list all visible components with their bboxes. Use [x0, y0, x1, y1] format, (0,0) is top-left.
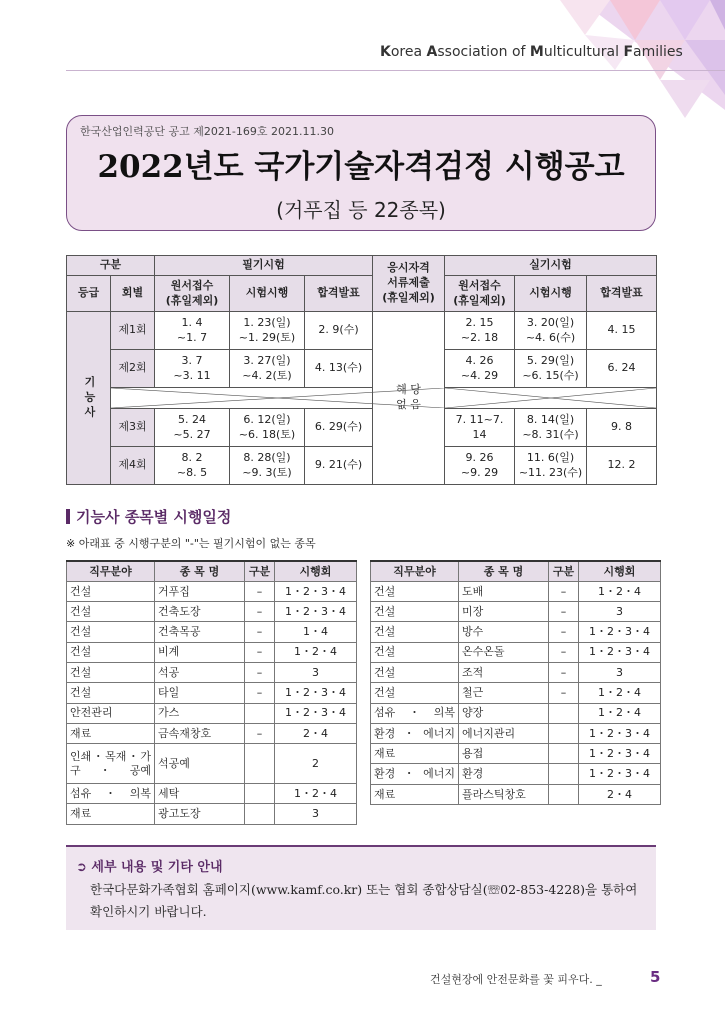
- header-result-date: 합격발표: [305, 276, 373, 312]
- item-name: 용접: [459, 744, 549, 764]
- header-exam-date: 시험시행: [230, 276, 305, 312]
- item-name: 건축도장: [155, 602, 245, 622]
- header-gubun: 구분: [67, 256, 155, 276]
- written-result-date: 6. 29(수): [305, 409, 373, 447]
- job-field: 건설: [371, 622, 459, 642]
- items-column-header: 종 목 명: [459, 561, 549, 581]
- item-name: 조적: [459, 662, 549, 682]
- item-name: 온수온돌: [459, 642, 549, 662]
- exam-rounds: 1・4: [275, 622, 357, 642]
- written-result-date: 2. 9(수): [305, 312, 373, 350]
- item-name: 석공예: [155, 744, 245, 784]
- job-field: 건설: [371, 602, 459, 622]
- job-field: 재료: [67, 804, 155, 824]
- item-name: 거푸집: [155, 581, 245, 601]
- items-column-header: 시행회: [579, 561, 661, 581]
- exam-type: [245, 784, 275, 804]
- job-field: 환경・에너지: [371, 764, 459, 784]
- exam-type: –: [549, 622, 579, 642]
- job-field: 환경・에너지: [371, 723, 459, 743]
- header-grade: 등급: [67, 276, 111, 312]
- exam-type: –: [549, 642, 579, 662]
- practical-application-period: 7. 11~7. 14: [445, 409, 515, 447]
- exam-schedule-table: [66, 255, 657, 485]
- exam-type: –: [549, 581, 579, 601]
- section-title: 기능사 종목별 시행일정: [66, 506, 231, 527]
- exam-type: –: [245, 602, 275, 622]
- exam-type: [549, 764, 579, 784]
- org-text: ssociation of: [437, 44, 530, 60]
- crossed-cell-written: [111, 388, 445, 409]
- org-text: orea: [390, 44, 427, 60]
- exam-type: –: [245, 683, 275, 703]
- items-column-header: 구분: [245, 561, 275, 581]
- exam-rounds: 1・2・3・4: [275, 581, 357, 601]
- grade-label: 기능사: [67, 312, 111, 485]
- cross-mark: [445, 388, 656, 408]
- exam-type: –: [245, 723, 275, 743]
- job-field: 건설: [67, 683, 155, 703]
- exam-rounds: 1・2・3・4: [275, 683, 357, 703]
- item-row: [67, 804, 357, 824]
- exam-rounds: 1・2・4: [579, 703, 661, 723]
- practical-application-period: 2. 15 ~2. 18: [445, 312, 515, 350]
- exam-rounds: 3: [275, 804, 357, 824]
- practical-exam-period: 11. 6(일) ~11. 23(수): [515, 447, 587, 485]
- written-application-period: 5. 24 ~5. 27: [155, 409, 230, 447]
- item-row: [67, 683, 357, 703]
- practical-result-date: 6. 24: [587, 350, 657, 388]
- job-field: 건설: [67, 622, 155, 642]
- exam-rounds: 1・2・3・4: [579, 622, 661, 642]
- exam-rounds: 3: [579, 662, 661, 682]
- practical-application-period: 4. 26 ~4. 29: [445, 350, 515, 388]
- job-field: 안전관리: [67, 703, 155, 723]
- exam-rounds: 1・2・3・4: [275, 703, 357, 723]
- practical-application-period: 9. 26 ~9. 29: [445, 447, 515, 485]
- exam-type: –: [245, 581, 275, 601]
- written-exam-period: 3. 27(일) ~4. 2(토): [230, 350, 305, 388]
- item-name: 환경: [459, 764, 549, 784]
- practical-result-date: 4. 15: [587, 312, 657, 350]
- exam-rounds: 2・4: [275, 723, 357, 743]
- exam-rounds: 1・2・3・4: [579, 764, 661, 784]
- written-application-period: 3. 7 ~3. 11: [155, 350, 230, 388]
- exam-type: [245, 703, 275, 723]
- practical-exam-period: 3. 20(일) ~4. 6(수): [515, 312, 587, 350]
- job-field: 건설: [67, 662, 155, 682]
- job-field: 건설: [67, 581, 155, 601]
- practical-exam-period: 8. 14(일) ~8. 31(수): [515, 409, 587, 447]
- item-row: [371, 764, 661, 784]
- exam-type: –: [245, 642, 275, 662]
- job-field: 인쇄・목재・가구・공예: [67, 744, 155, 784]
- item-name: 세탁: [155, 784, 245, 804]
- header-document-submission: 응시자격 서류제출 (휴일제외): [373, 256, 445, 312]
- exam-type: [245, 744, 275, 784]
- written-exam-period: 8. 28(일) ~9. 3(토): [230, 447, 305, 485]
- item-name: 에너지관리: [459, 723, 549, 743]
- cross-mark: [111, 388, 444, 408]
- job-field: 재료: [371, 784, 459, 804]
- items-column-header: 종 목 명: [155, 561, 245, 581]
- items-column-header: 시행회: [275, 561, 357, 581]
- exam-type: [549, 723, 579, 743]
- exam-rounds: 1・2・4: [579, 581, 661, 601]
- job-field: 건설: [67, 642, 155, 662]
- written-exam-period: 6. 12(일) ~6. 18(토): [230, 409, 305, 447]
- exam-type: [549, 744, 579, 764]
- item-row: [371, 581, 661, 601]
- exam-rounds: 3: [579, 602, 661, 622]
- item-row: [371, 703, 661, 723]
- exam-type: [245, 804, 275, 824]
- announcement-number: 한국산업인력공단 공고 제2021-169호 2021.11.30: [80, 125, 334, 138]
- exam-rounds: 1・2・4: [579, 683, 661, 703]
- written-result-date: 4. 13(수): [305, 350, 373, 388]
- organization-name: [380, 44, 683, 60]
- exam-rounds: 1・2・4: [275, 642, 357, 662]
- item-name: 건축목공: [155, 622, 245, 642]
- item-row: [67, 662, 357, 682]
- page-title: 2022년도 국가기술자격검정 시행공고: [97, 149, 625, 185]
- header-exam-date: 시험시행: [515, 276, 587, 312]
- item-row: [67, 784, 357, 804]
- exam-rounds: 2: [275, 744, 357, 784]
- item-name: 금속재창호: [155, 723, 245, 743]
- item-row: [371, 784, 661, 804]
- item-name: 석공: [155, 662, 245, 682]
- exam-type: –: [245, 662, 275, 682]
- written-result-date: 9. 21(수): [305, 447, 373, 485]
- exam-type: –: [549, 662, 579, 682]
- item-name: 광고도장: [155, 804, 245, 824]
- item-row: [67, 703, 357, 723]
- item-row: [67, 622, 357, 642]
- item-row: [67, 602, 357, 622]
- job-field: 재료: [67, 723, 155, 743]
- org-initial: K: [380, 44, 391, 60]
- item-row: [67, 723, 357, 743]
- items-column-header: 구분: [549, 561, 579, 581]
- written-exam-period: 1. 23(일) ~1. 29(토): [230, 312, 305, 350]
- exam-type: –: [245, 622, 275, 642]
- exam-type: –: [549, 683, 579, 703]
- items-table-right: [370, 560, 661, 805]
- job-field: 재료: [371, 744, 459, 764]
- job-field: 건설: [371, 581, 459, 601]
- written-application-period: 8. 2 ~8. 5: [155, 447, 230, 485]
- org-text: ulticultural: [543, 44, 624, 60]
- header-round: 회별: [111, 276, 155, 312]
- footer-slogan: 건설현장에 안전문화를 꽃 피우다. _: [430, 973, 602, 986]
- item-row: [67, 581, 357, 601]
- item-row: [371, 744, 661, 764]
- items-column-header: 직무분야: [67, 561, 155, 581]
- item-name: 방수: [459, 622, 549, 642]
- exam-rounds: 1・2・3・4: [579, 642, 661, 662]
- exam-rounds: 3: [275, 662, 357, 682]
- exam-rounds: 2・4: [579, 784, 661, 804]
- job-field: 섬유・의복: [371, 703, 459, 723]
- job-field: 건설: [371, 642, 459, 662]
- item-row: [371, 642, 661, 662]
- exam-type: –: [549, 602, 579, 622]
- item-row: [371, 723, 661, 743]
- practical-exam-period: 5. 29(일) ~6. 15(수): [515, 350, 587, 388]
- written-application-period: 1. 4 ~1. 7: [155, 312, 230, 350]
- item-name: 비계: [155, 642, 245, 662]
- header-divider: [66, 70, 725, 71]
- header-application: 원서접수 (휴일제외): [445, 276, 515, 312]
- job-field: 건설: [371, 662, 459, 682]
- round-label: 제4회: [111, 447, 155, 485]
- info-text: 한국다문화가족협회 홈페이지(www.kamf.co.kr) 또는 협회 종합상담실(☏02-853-4228)을 통하여 확인하시기 바랍니다.: [90, 882, 638, 919]
- document-submission-note: 해 없 음: [373, 312, 445, 485]
- org-initial: F: [623, 44, 634, 60]
- exam-rounds: 1・2・4: [275, 784, 357, 804]
- practical-result-date: 9. 8: [587, 409, 657, 447]
- item-row: [371, 622, 661, 642]
- round-label: 제2회: [111, 350, 155, 388]
- org-text: amilies: [633, 44, 683, 60]
- job-field: 건설: [371, 683, 459, 703]
- info-title: ➲ 세부 내용 및 기타 안내: [76, 860, 223, 875]
- exam-rounds: 1・2・3・4: [579, 744, 661, 764]
- item-name: 철근: [459, 683, 549, 703]
- page-subtitle: (거푸집 등 22종목): [276, 198, 446, 222]
- header-written-exam: 필기시험: [155, 256, 373, 276]
- job-field: 섬유・의복: [67, 784, 155, 804]
- exam-rounds: 1・2・3・4: [579, 723, 661, 743]
- exam-type: [549, 703, 579, 723]
- item-name: 가스: [155, 703, 245, 723]
- header-triangle-pattern: [520, 0, 725, 120]
- item-name: 도배: [459, 581, 549, 601]
- item-row: [371, 662, 661, 682]
- section-note: ※ 아래표 중 시행구분의 "-"는 필기시험이 없는 종목: [66, 537, 316, 550]
- items-table-left: [66, 560, 357, 825]
- header-practical-exam: 실기시험: [445, 256, 657, 276]
- items-column-header: 직무분야: [371, 561, 459, 581]
- round-label: 제3회: [111, 409, 155, 447]
- header-application: 원서접수 (휴일제외): [155, 276, 230, 312]
- org-initial: M: [529, 44, 544, 60]
- job-field: 건설: [67, 602, 155, 622]
- org-initial: A: [426, 44, 438, 60]
- page-number: 5: [650, 968, 661, 986]
- item-row: [371, 602, 661, 622]
- item-name: 미장: [459, 602, 549, 622]
- exam-rounds: 1・2・3・4: [275, 602, 357, 622]
- header-result-date: 합격발표: [587, 276, 657, 312]
- practical-result-date: 12. 2: [587, 447, 657, 485]
- exam-type: [549, 784, 579, 804]
- item-name: 타일: [155, 683, 245, 703]
- item-row: [67, 642, 357, 662]
- crossed-cell-practical: [445, 388, 657, 409]
- item-row: [371, 683, 661, 703]
- round-label: 제1회: [111, 312, 155, 350]
- item-row: [67, 744, 357, 784]
- item-name: 양장: [459, 703, 549, 723]
- item-name: 플라스틱창호: [459, 784, 549, 804]
